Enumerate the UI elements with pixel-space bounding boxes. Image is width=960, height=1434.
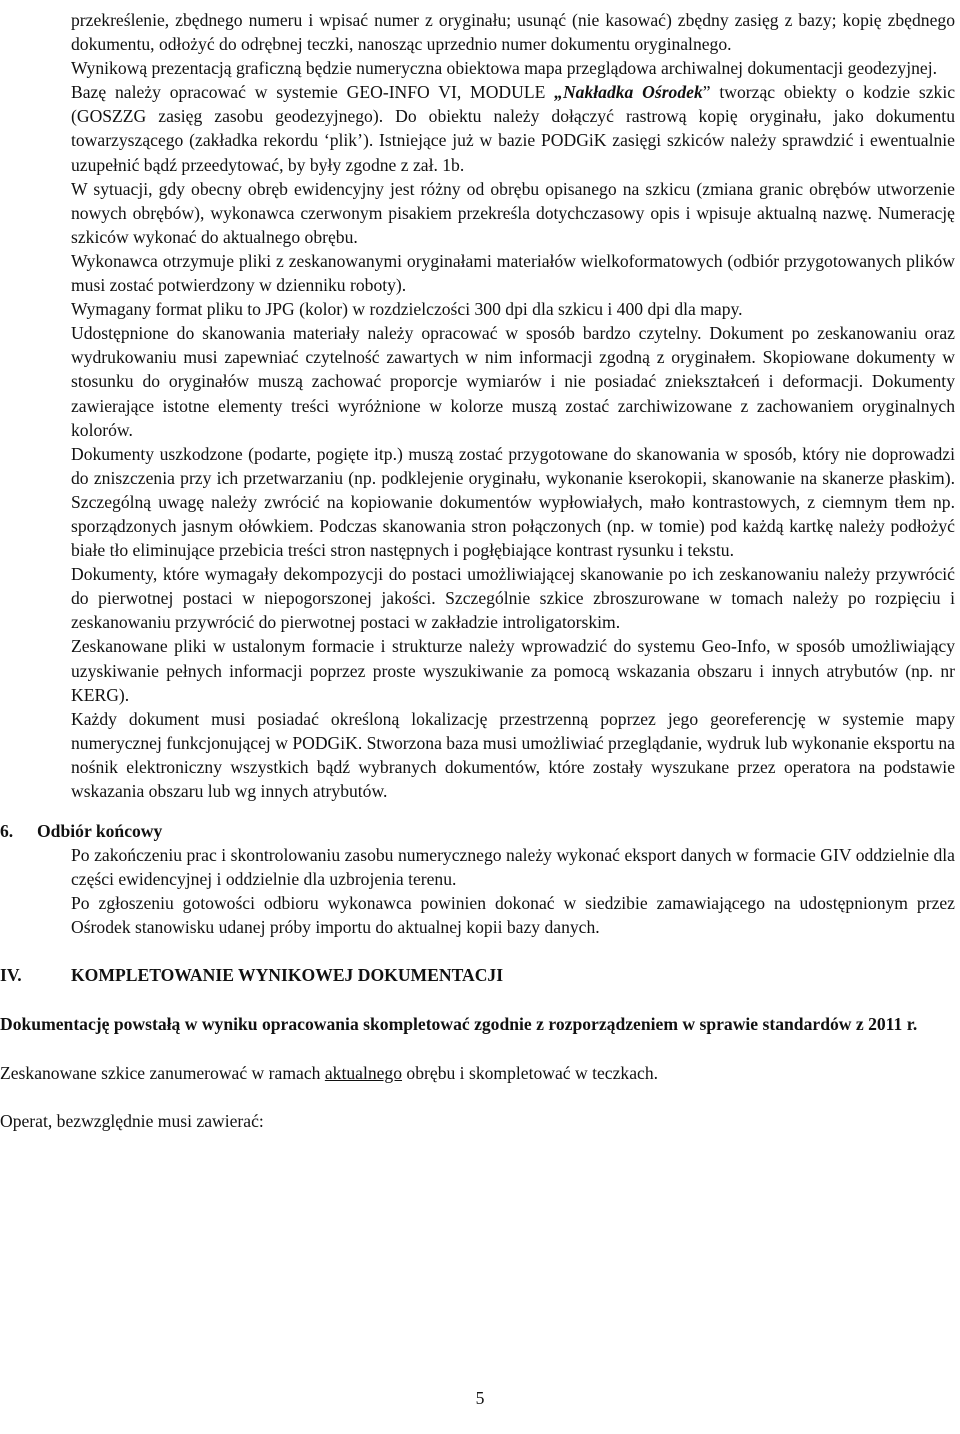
text-run: Zeskanowane szkice zanumerować w ramach (0, 1062, 325, 1083)
paragraph: Operat, bezwzględnie musi zawierać: (0, 1110, 264, 1131)
paragraph: W sytuacji, gdy obecny obręb ewidencyjny jest różny od obrębu opisanego na szkicu (zmiana granic obrębów utworzenie nowych obrębów), wykonawca czerwonym pisakiem przekreśla dotychczasowy opis i wpisuje aktualną nazwę. Numerację szkiców wykonać do aktualnego obrębu. (71, 178, 955, 247)
section-title: KOMPLETOWANIE WYNIKOWEJ DOKUMENTACJI (71, 964, 504, 985)
text-run: obrębu i skompletować w teczkach. (402, 1062, 659, 1083)
section-6-body (71, 843, 955, 939)
text-run: Bazę należy opracować w systemie GEO-INFO VI, MODULE (71, 82, 555, 103)
paragraph (71, 80, 955, 176)
section-title: Odbiór końcowy (37, 821, 163, 842)
paragraph: Dokumenty, które wymagały dekompozycji do postaci umożliwiającej skanowanie po ich zeskanowaniu należy przywrócić do pierwotnej postaci w niepogorszonej jakości. Szczególnie szkice zbroszurowane w tomach należy po rozpięciu i zeskanowaniu przywrócić do pierwotnej postaci w zakładzie introligatorskim. (71, 564, 955, 633)
section-IV-heading (0, 963, 960, 987)
paragraph (0, 1061, 955, 1085)
paragraph: Po zgłoszeniu gotowości odbioru wykonawca powinien dokonać w siedzibie zamawiającego na udostępnionym przez Ośrodek stanowisku udanej próby importu do aktualnej kopii bazy danych. (71, 893, 955, 938)
paragraph: Wykonawca otrzymuje pliki z zeskanowanymi oryginałami materiałów wielkoformatowych (odbiór przygotowanych plików musi zostać potwierdzony w dzienniku roboty). (71, 250, 955, 296)
text-run: ” tworząc obiekty o kodzie szkic (GOSZZG zasięg zasobu geodezyjnego). Do obiektu należy dołączyć rastrową kopię oryginału, jako dokumentu towarzyszącego (zakładka rekordu ‘plik’). Istniejące już w bazie PODGiK zasięgi szkiców należy sprawdzić i ewentualnie uzupełnić bądź przeedytować, by były zgodne z zał. 1b. (71, 82, 956, 175)
module-name: „Nakładka Ośrodek (554, 82, 703, 103)
paragraph: Po zakończeniu prac i skontrolowaniu zasobu numerycznego należy wykonać eksport danych w formacie GIV oddzielnie dla części ewidencyjnej i oddzielnie dla uzbrojenia terenu. (71, 845, 955, 890)
paragraph: Każdy dokument musi posiadać określoną lokalizację przestrzenną poprzez jego georeferencję w systemie mapy numerycznej funkcjonującej w PODGiK. Stworzona baza musi umożliwiać przeglądanie, wydruk lub wykonanie eksportu na nośnik elektroniczny wszystkich bądź wybranych dokumentów, które zostały wyszukane przez operatora na podstawie wskazania obszaru lub wg innych atrybutów. (71, 708, 955, 801)
paragraph: Udostępnione do skanowania materiały należy opracować w sposób bardzo czytelny. Dokument po zeskanowaniu oraz wydrukowaniu musi zapewniać czytelność zawartych w nim informacji zgodną z oryginałem. Skopiowane dokumenty w stosunku do oryginałów muszą zachować proporcje wymiarów i nie posiadać zniekształceń i deformacji. Dokumenty zawierające istotne elementy treści wyróżnione w kolorze muszą zostać zarchiwizowane z zachowaniem oryginalnych kolorów. (71, 323, 955, 440)
paragraph: Wymagany format pliku to JPG (kolor) w rozdzielczości 300 dpi dla szkicu i 400 dpi dla mapy. (71, 299, 743, 320)
paragraph: przekreślenie, zbędnego numeru i wpisać numer z oryginału; usunąć (nie kasować) zbędny zasięg z bazy; kopię zbędnego dokumentu, odłożyć do odrębnej teczki, nanosząc uprzednio numer dokumentu oryginalnego. (71, 10, 955, 55)
bold-paragraph: Dokumentację powstałą w wyniku opracowania skompletować zgodnie z rozporządzeniem w sprawie standardów z 2011 r. (0, 1013, 918, 1034)
section-number: 6. (0, 821, 14, 842)
paragraph: Wynikową prezentacją graficzną będzie numeryczna obiektowa mapa przeglądowa archiwalnej dokumentacji geodezyjnej. (71, 58, 937, 79)
section5-continuation (71, 8, 955, 803)
section-6-heading (0, 819, 960, 843)
underlined-word: aktualnego (324, 1062, 403, 1083)
document-page (0, 8, 960, 1133)
paragraph: Zeskanowane pliki w ustalonym formacie i strukturze należy wprowadzić do systemu Geo-Info, w sposób umożliwiający uzyskiwanie pełnych informacji poprzez proste wyszukiwanie za pomocą wskazania obszaru i innych atrybutów (np. nr KERG). (71, 636, 955, 705)
paragraph: Dokumenty uszkodzone (podarte, pogięte itp.) muszą zostać przygotowane do skanowania w sposób, który nie doprowadzi do zniszczenia przy ich przetwarzaniu (np. podklejenie oryginału, wykonanie kserokopii, skanowanie na skanerze płaskim). Szczególną uwagę należy zwrócić na kopiowanie dokumentów wypłowiałych, mało kontrastowych, z ciemnym tłem np. sporządzonych jasnym ołówkiem. Podczas skanowania stron połączonych (np. w tomie) pod każdą kartkę należy podłożyć białe tło eliminujące przebicia treści stron następnych i pogłębiające kontrast rysunku i tekstu. (71, 443, 955, 561)
section-number: IV. (0, 964, 22, 985)
page-number: 5 (475, 1388, 485, 1408)
